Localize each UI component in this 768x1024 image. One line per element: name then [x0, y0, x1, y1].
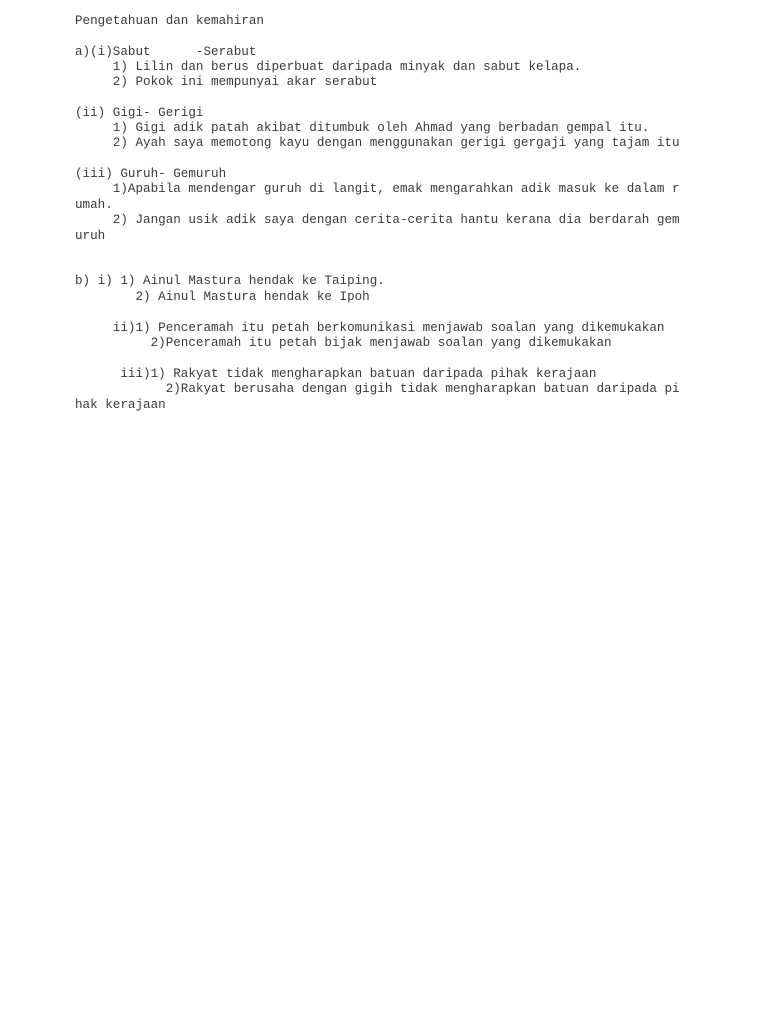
section-a-iii-sentence-1-line-2: umah.	[75, 198, 113, 212]
section-a-ii-sentence-2: 2) Ayah saya memotong kayu dengan menggunakan gerigi gergaji yang tajam itu	[75, 136, 680, 150]
section-b-iii-line-1: iii)1) Rakyat tidak mengharapkan batuan daripada pihak kerajaan	[75, 367, 597, 381]
section-b-ii-line-2: 2)Penceramah itu petah bijak menjawab soalan yang dikemukakan	[75, 336, 612, 350]
section-a-i-sentence-2: 2) Pokok ini mempunyai akar serabut	[75, 75, 378, 89]
section-a-i-heading: a)(i)Sabut -Serabut	[75, 45, 257, 59]
section-a-ii-sentence-1: 1) Gigi adik patah akibat ditumbuk oleh Ahmad yang berbadan gempal itu.	[75, 121, 650, 135]
section-b-iii-line-3: hak kerajaan	[75, 398, 166, 412]
section-b-ii-line-1: ii)1) Penceramah itu petah berkomunikasi menjawab soalan yang dikemukakan	[75, 321, 665, 335]
section-b-iii-line-2: 2)Rakyat berusaha dengan gigih tidak mengharapkan batuan daripada pi	[75, 382, 680, 396]
section-a-iii-sentence-2-line-1: 2) Jangan usik adik saya dengan cerita-cerita hantu kerana dia berdarah gem	[75, 213, 680, 227]
section-a-iii-sentence-2-line-2: uruh	[75, 229, 106, 243]
section-a-ii-heading: (ii) Gigi- Gerigi	[75, 106, 204, 120]
section-a-iii-heading: (iii) Guruh- Gemuruh	[75, 167, 227, 181]
document-title: Pengetahuan dan kemahiran	[75, 14, 264, 28]
document-body	[75, 13, 715, 412]
section-b-i-line-1: b) i) 1) Ainul Mastura hendak ke Taiping.	[75, 274, 385, 288]
section-b-i-line-2: 2) Ainul Mastura hendak ke Ipoh	[75, 290, 370, 304]
section-a-i-sentence-1: 1) Lilin dan berus diperbuat daripada minyak dan sabut kelapa.	[75, 60, 582, 74]
section-a-iii-sentence-1-line-1: 1)Apabila mendengar guruh di langit, emak mengarahkan adik masuk ke dalam r	[75, 182, 680, 196]
